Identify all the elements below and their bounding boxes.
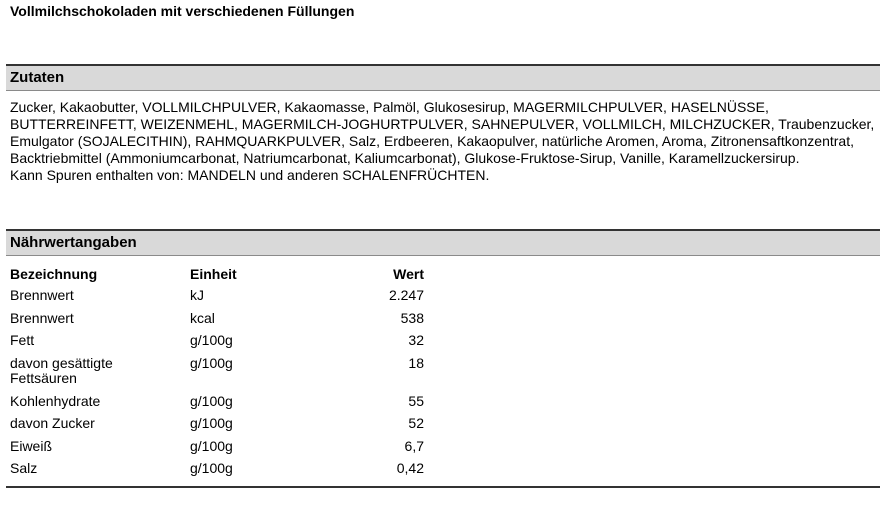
table-row [10, 436, 424, 459]
row-unit: kcal [190, 309, 215, 326]
table-row [10, 308, 424, 331]
table-row [10, 353, 424, 391]
row-name: davon gesättigte Fettsäuren [10, 354, 113, 386]
table-row [10, 413, 424, 436]
row-unit: g/100g [190, 437, 233, 454]
row-unit: g/100g [190, 332, 233, 348]
row-unit: g/100g [190, 354, 233, 371]
row-value: 538 [400, 309, 424, 326]
bottom-divider [6, 486, 880, 488]
zutaten-heading: Zutaten [10, 69, 65, 86]
table-row [10, 285, 424, 308]
row-value: 55 [408, 392, 424, 409]
row-name: Brennwert [10, 287, 74, 303]
ingredients-block [10, 99, 876, 184]
row-value: 6,7 [404, 437, 424, 454]
row-name: Brennwert [10, 309, 74, 326]
page-title: Vollmilchschokoladen mit verschiedenen Füllungen [10, 3, 355, 19]
table-row [10, 330, 424, 353]
row-name: Fett [10, 332, 35, 348]
table-header-row [10, 263, 424, 285]
naehrwerte-section-header [6, 229, 880, 256]
row-unit: g/100g [190, 415, 233, 431]
nutrition-table [10, 263, 424, 481]
column-header-name: Bezeichnung [10, 266, 98, 282]
row-unit: g/100g [190, 392, 233, 409]
ingredients-text: Zucker, Kakaobutter, VOLLMILCHPULVER, Kakaomasse, Palmöl, Glukosesirup, MAGERMILCHPULVER, HASELNÜSSE, BUTTERREINFETT, WEIZENMEHL, MAGERMILCH-JOGHURTPULVER, SAHNEPULVER, VOLLMILCH, MILCHZUCKER, Traubenzucker, Emulgator (SOJALECITHIN), RAHMQUARKPULVER, Salz, Erdbeeren, Kakaopulver, natürliche Aromen, Aroma, Zitronensaftkonzentrat, Backtriebmittel (Ammoniumcarbonat, Natriumcarbonat, Kaliumcarbonat), Glukose-Fruktose-Sirup, Vanille, Karamellzuckersirup. [10, 99, 875, 166]
row-unit: kJ [190, 287, 204, 303]
row-value: 32 [408, 332, 424, 348]
row-name: Kohlenhydrate [10, 392, 101, 409]
row-unit: g/100g [190, 460, 233, 476]
allergen-traces-text: Kann Spuren enthalten von: MANDELN und anderen SCHALENFRÜCHTEN. [10, 167, 490, 183]
row-name: Eiweiß [10, 437, 53, 454]
row-name: Salz [10, 460, 38, 476]
column-header-value: Wert [393, 266, 424, 282]
naehrwerte-heading: Nährwertangaben [10, 234, 137, 251]
table-row [10, 458, 424, 481]
row-value: 2.247 [388, 287, 424, 303]
row-value: 52 [408, 415, 424, 431]
zutaten-section-header [6, 64, 880, 91]
row-name: davon Zucker [10, 415, 95, 431]
table-row [10, 391, 424, 414]
column-header-unit: Einheit [190, 266, 237, 282]
row-value: 0,42 [396, 460, 424, 476]
row-value: 18 [408, 354, 424, 371]
